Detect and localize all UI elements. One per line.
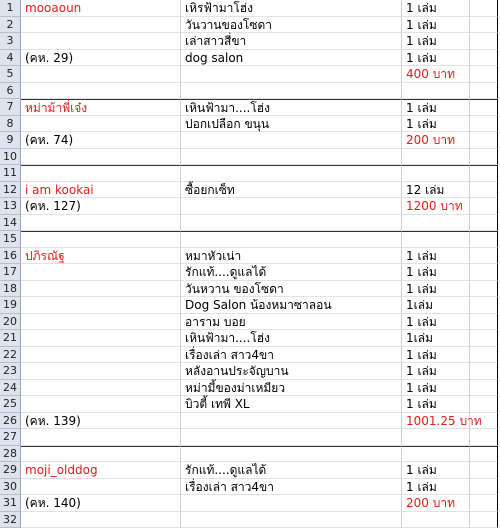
cell-book-title[interactable]: เหินฟ้ามา....โฮ่ง (181, 330, 402, 347)
cell-book-title[interactable] (181, 149, 402, 166)
cell-name[interactable] (21, 231, 181, 248)
cell-name[interactable] (21, 83, 181, 100)
cell-name[interactable]: ปภิรณัฐ (21, 248, 181, 265)
cell-name[interactable] (21, 165, 181, 182)
cell-name[interactable] (21, 347, 181, 364)
cell-empty[interactable] (470, 33, 498, 50)
cell-quantity[interactable]: 1 เล่ม (402, 99, 470, 116)
cell-empty[interactable] (470, 446, 498, 463)
cell-name[interactable] (21, 33, 181, 50)
cell-name[interactable] (21, 215, 181, 232)
row-header[interactable]: 11 (0, 165, 21, 182)
cell-quantity[interactable] (402, 83, 470, 100)
row-header[interactable]: 7 (0, 99, 21, 116)
row-header[interactable]: 15 (0, 231, 21, 248)
cell-empty[interactable] (470, 17, 498, 34)
cell-quantity[interactable]: 400 บาท (402, 66, 470, 83)
cell-empty[interactable] (470, 198, 498, 215)
cell-empty[interactable] (470, 495, 498, 512)
cell-empty[interactable] (470, 99, 498, 116)
cell-name[interactable] (21, 363, 181, 380)
cell-empty[interactable] (470, 248, 498, 265)
cell-book-title[interactable] (181, 413, 402, 430)
cell-quantity[interactable]: 1 เล่ม (402, 33, 470, 50)
cell-empty[interactable] (470, 50, 498, 67)
cell-name[interactable] (21, 297, 181, 314)
cell-empty[interactable] (470, 330, 498, 347)
cell-name[interactable] (21, 330, 181, 347)
row-header[interactable]: 19 (0, 297, 21, 314)
row-header[interactable]: 5 (0, 66, 21, 83)
cell-name[interactable]: i am kookai (21, 182, 181, 199)
cell-quantity[interactable]: 1 เล่ม (402, 248, 470, 265)
cell-name[interactable] (21, 396, 181, 413)
cell-quantity[interactable]: 1 เล่ม (402, 116, 470, 133)
cell-book-title[interactable]: Dog Salon น้องหมาซาลอน (181, 297, 402, 314)
cell-empty[interactable] (470, 462, 498, 479)
cell-name[interactable]: หม่าม้าพี่เจ๋ง (21, 99, 181, 116)
row-header[interactable]: 27 (0, 429, 21, 446)
cell-quantity[interactable]: 200 บาท (402, 495, 470, 512)
cell-book-title[interactable]: หลังอานประจัญบาน (181, 363, 402, 380)
cell-book-title[interactable]: วันวานของโซดา (181, 17, 402, 34)
row-header[interactable]: 28 (0, 446, 21, 463)
cell-book-title[interactable] (181, 512, 402, 529)
cell-name[interactable]: (คห. 74) (21, 132, 181, 149)
cell-book-title[interactable] (181, 429, 402, 446)
row-header[interactable]: 6 (0, 83, 21, 100)
cell-name[interactable]: mooaoun (21, 0, 181, 17)
cell-name[interactable] (21, 446, 181, 463)
cell-book-title[interactable]: เหินฟ้ามา....โฮ่ง (181, 99, 402, 116)
cell-empty[interactable] (470, 182, 498, 199)
row-header[interactable]: 25 (0, 396, 21, 413)
cell-book-title[interactable]: รักแท้....ดูแลได้ (181, 462, 402, 479)
row-header[interactable]: 24 (0, 380, 21, 397)
cell-quantity[interactable]: 1 เล่ม (402, 363, 470, 380)
cell-quantity[interactable] (402, 149, 470, 166)
cell-quantity[interactable]: 1 เล่ม (402, 462, 470, 479)
cell-name[interactable] (21, 281, 181, 298)
row-header[interactable]: 3 (0, 33, 21, 50)
cell-empty[interactable] (470, 396, 498, 413)
cell-name[interactable] (21, 66, 181, 83)
cell-empty[interactable] (470, 363, 498, 380)
cell-empty[interactable] (470, 512, 498, 529)
cell-quantity[interactable] (402, 429, 470, 446)
cell-empty[interactable] (470, 149, 498, 166)
row-header[interactable]: 8 (0, 116, 21, 133)
cell-book-title[interactable]: วันหวาน ของโซดา (181, 281, 402, 298)
row-header[interactable]: 4 (0, 50, 21, 67)
row-header[interactable]: 31 (0, 495, 21, 512)
cell-book-title[interactable]: ซื้อยกเซ็ท (181, 182, 402, 199)
cell-empty[interactable] (470, 215, 498, 232)
cell-quantity[interactable]: 200 บาท (402, 132, 470, 149)
cell-quantity[interactable] (402, 215, 470, 232)
cell-empty[interactable] (470, 297, 498, 314)
cell-book-title[interactable]: เรื่องเล่า สาว4ขา (181, 347, 402, 364)
cell-quantity[interactable]: 1 เล่ม (402, 0, 470, 17)
cell-quantity[interactable]: 1 เล่ม (402, 314, 470, 331)
cell-empty[interactable] (470, 429, 498, 446)
cell-empty[interactable] (470, 0, 498, 17)
cell-quantity[interactable]: 1เล่ม (402, 330, 470, 347)
cell-book-title[interactable]: ปอกเปลือก ขนุน (181, 116, 402, 133)
cell-quantity[interactable]: 1 เล่ม (402, 396, 470, 413)
row-header[interactable]: 26 (0, 413, 21, 430)
row-header[interactable]: 29 (0, 462, 21, 479)
cell-empty[interactable] (470, 66, 498, 83)
row-header[interactable]: 32 (0, 512, 21, 529)
cell-quantity[interactable]: 12 เล่ม (402, 182, 470, 199)
cell-empty[interactable] (470, 380, 498, 397)
cell-empty[interactable] (470, 347, 498, 364)
cell-book-title[interactable]: เรื่องเล่า สาว4ขา (181, 479, 402, 496)
row-header[interactable]: 30 (0, 479, 21, 496)
row-header[interactable]: 18 (0, 281, 21, 298)
cell-quantity[interactable] (402, 512, 470, 529)
cell-quantity[interactable]: 1 เล่ม (402, 50, 470, 67)
row-header[interactable]: 20 (0, 314, 21, 331)
cell-name[interactable]: (คห. 139) (21, 413, 181, 430)
cell-empty[interactable] (470, 165, 498, 182)
cell-name[interactable] (21, 264, 181, 281)
cell-name[interactable] (21, 149, 181, 166)
cell-quantity[interactable]: 1001.25 บาท (402, 413, 470, 430)
row-header[interactable]: 2 (0, 17, 21, 34)
cell-quantity[interactable]: 1 เล่ม (402, 281, 470, 298)
cell-quantity[interactable] (402, 165, 470, 182)
row-header[interactable]: 10 (0, 149, 21, 166)
cell-name[interactable] (21, 380, 181, 397)
cell-book-title[interactable]: หมาหัวเน่า (181, 248, 402, 265)
cell-quantity[interactable] (402, 446, 470, 463)
cell-book-title[interactable] (181, 231, 402, 248)
cell-quantity[interactable]: 1 เล่ม (402, 380, 470, 397)
cell-empty[interactable] (470, 314, 498, 331)
cell-name[interactable] (21, 314, 181, 331)
row-header[interactable]: 17 (0, 264, 21, 281)
cell-book-title[interactable]: dog salon (181, 50, 402, 67)
cell-empty[interactable] (470, 264, 498, 281)
cell-book-title[interactable] (181, 198, 402, 215)
cell-book-title[interactable]: อาราม บอย (181, 314, 402, 331)
cell-book-title[interactable] (181, 66, 402, 83)
row-header[interactable]: 13 (0, 198, 21, 215)
cell-name[interactable] (21, 429, 181, 446)
cell-book-title[interactable] (181, 132, 402, 149)
cell-quantity[interactable]: 1 เล่ม (402, 17, 470, 34)
cell-name[interactable]: (คห. 140) (21, 495, 181, 512)
cell-book-title[interactable] (181, 215, 402, 232)
row-header[interactable]: 16 (0, 248, 21, 265)
cell-quantity[interactable] (402, 231, 470, 248)
cell-name[interactable]: (คห. 127) (21, 198, 181, 215)
cell-empty[interactable] (470, 231, 498, 248)
cell-empty[interactable] (470, 83, 498, 100)
cell-book-title[interactable] (181, 83, 402, 100)
cell-name[interactable] (21, 116, 181, 133)
row-header[interactable]: 12 (0, 182, 21, 199)
cell-quantity[interactable]: 1เล่ม (402, 297, 470, 314)
cell-book-title[interactable] (181, 165, 402, 182)
cell-quantity[interactable]: 1 เล่ม (402, 347, 470, 364)
cell-name[interactable] (21, 17, 181, 34)
row-header[interactable]: 21 (0, 330, 21, 347)
cell-book-title[interactable]: รักแท้....ดูแลได้ (181, 264, 402, 281)
row-header[interactable]: 23 (0, 363, 21, 380)
row-header[interactable]: 9 (0, 132, 21, 149)
cell-name[interactable] (21, 479, 181, 496)
cell-book-title[interactable]: หม่ามี้ของม่าเหมียว (181, 380, 402, 397)
cell-book-title[interactable]: เหิรฟ้ามาโฮ่ง (181, 0, 402, 17)
cell-empty[interactable] (470, 479, 498, 496)
cell-name[interactable]: moji_olddog (21, 462, 181, 479)
cell-name[interactable]: (คห. 29) (21, 50, 181, 67)
cell-quantity[interactable]: 1 เล่ม (402, 264, 470, 281)
cell-book-title[interactable] (181, 495, 402, 512)
cell-quantity[interactable]: 1 เล่ม (402, 479, 470, 496)
cell-book-title[interactable]: เล่าสาวสี่ขา (181, 33, 402, 50)
cell-empty[interactable] (470, 281, 498, 298)
cell-book-title[interactable]: บิวตี้ เทพี XL (181, 396, 402, 413)
cell-book-title[interactable] (181, 446, 402, 463)
cell-empty[interactable] (470, 132, 498, 149)
cell-quantity[interactable]: 1200 บาท (402, 198, 470, 215)
row-header[interactable]: 1 (0, 0, 21, 17)
cell-empty[interactable] (470, 413, 498, 430)
row-header[interactable]: 22 (0, 347, 21, 364)
cell-empty[interactable] (470, 116, 498, 133)
cell-name[interactable] (21, 512, 181, 529)
row-header[interactable]: 14 (0, 215, 21, 232)
